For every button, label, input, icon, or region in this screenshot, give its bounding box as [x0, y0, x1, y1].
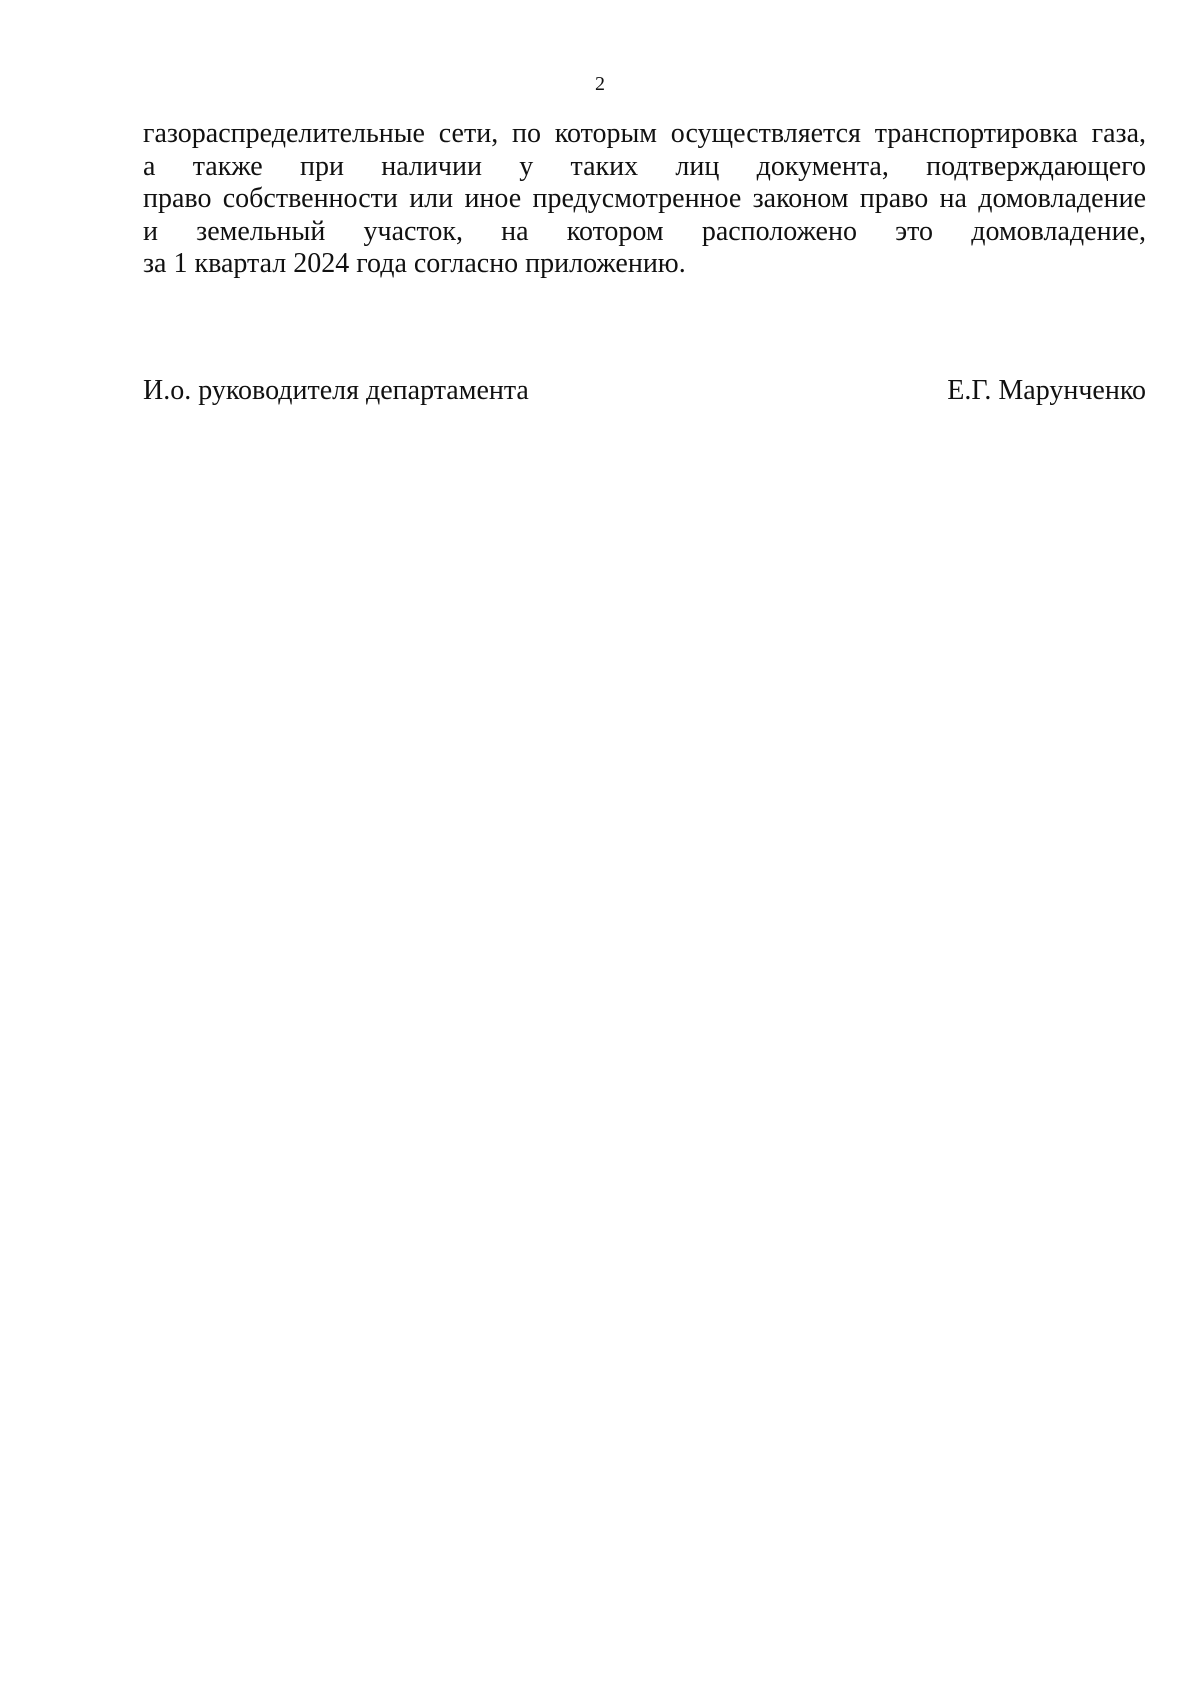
signatory-position: И.о. руководителя департамента: [143, 375, 529, 406]
paragraph-line: право собственности или иное предусмотренное законом право на домовладение: [143, 183, 1146, 214]
body-paragraph: [143, 118, 1146, 281]
paragraph-line: газораспределительные сети, по которым осуществляется транспортировка газа,: [143, 118, 1146, 149]
paragraph-line: и земельный участок, на котором расположено это домовладение,: [143, 215, 1146, 247]
paragraph-line: за 1 квартал 2024 года согласно приложению.: [143, 248, 686, 279]
page-number: 2: [595, 73, 605, 95]
signatory-name: Е.Г. Марунченко: [947, 375, 1146, 406]
paragraph-line: а также при наличии у таких лиц документа, подтверждающего: [143, 150, 1146, 182]
signature-block: [143, 374, 1146, 408]
